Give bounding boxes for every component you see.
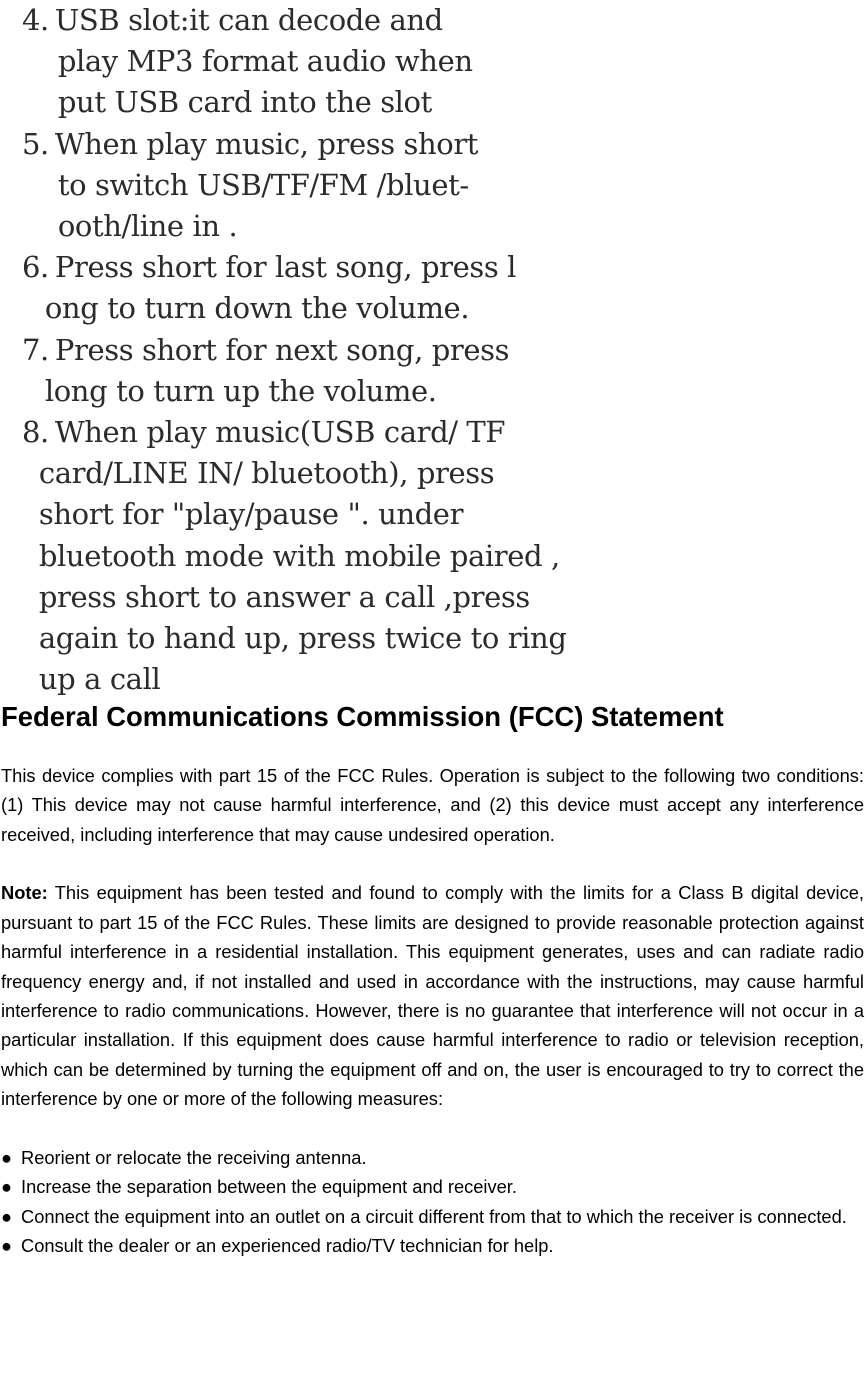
instruction-line: USB slot:it can decode and	[54, 3, 443, 37]
instruction-line: put USB card into the slot	[57, 85, 432, 120]
instruction-line: long to turn up the volume.	[44, 373, 437, 408]
instruction-line: ong to turn down the volume.	[44, 291, 470, 326]
spacer	[1, 849, 864, 878]
measure-text: Increase the separation between the equipment and receiver.	[21, 1176, 517, 1198]
note-label: Note:	[1, 882, 48, 904]
bullet-icon: ●	[1, 1147, 13, 1169]
instruction-item-5	[22, 124, 522, 248]
instruction-line: When play music, press short	[54, 126, 479, 161]
instruction-line: card/LINE IN/ bluetooth), press	[38, 456, 495, 491]
fcc-statement	[1, 702, 864, 1261]
instruction-number: 8.	[22, 415, 49, 450]
instruction-item-6	[22, 247, 522, 329]
instruction-item-7	[22, 330, 522, 412]
instruction-list	[22, 0, 567, 700]
instruction-line: up a call	[38, 662, 161, 697]
instruction-line: to switch USB/TF/FM /bluet-	[57, 167, 469, 202]
instruction-line: When play music(USB card/ TF	[54, 415, 506, 450]
fcc-title: Federal Communications Commission (FCC) Statement	[1, 701, 724, 732]
list-item	[1, 1143, 864, 1172]
bullet-icon: ●	[1, 1205, 13, 1227]
list-item	[1, 1172, 864, 1201]
note-text: This equipment has been tested and found to comply with the limits for a Class B digital device, pursuant to part 15 of the FCC Rules. These limits are designed to provide reasonable protection against harmful interference in a residential installation. This equipment generates, uses and can radiate radio frequency energy and, if not installed and used in accordance with the instructions, may cause harmful interference to radio communications. However, there is no guarantee that interference will not occur in a particular installation. If this equipment does cause harmful interference to radio or television reception, which can be determined by turning the equipment off and on, the user is encouraged to try to correct the interference by one or more of the following measures:	[1, 882, 864, 1110]
measure-text: Connect the equipment into an outlet on a circuit different from that to which the receiver is connected.	[21, 1205, 847, 1227]
measure-text: Reorient or relocate the receiving antenna.	[21, 1147, 367, 1169]
instruction-line: Press short for last song, press l	[54, 250, 517, 285]
list-item	[1, 1202, 864, 1231]
instruction-line: press short to answer a call ,press	[38, 579, 530, 614]
instruction-number: 7.	[22, 332, 49, 367]
bullet-icon: ●	[1, 1235, 13, 1257]
instruction-line: ooth/line in .	[57, 209, 238, 244]
instruction-line: again to hand up, press twice to ring	[38, 621, 567, 656]
instruction-number: 4.	[22, 3, 49, 37]
spacer	[1, 1114, 864, 1143]
instruction-number: 6.	[22, 250, 49, 285]
instruction-item-4	[22, 0, 522, 124]
instruction-line: Press short for next song, press	[54, 332, 510, 367]
instruction-line: short for "play/pause ". under	[38, 497, 464, 532]
list-item	[1, 1231, 864, 1260]
measure-text: Consult the dealer or an experienced radio/TV technician for help.	[21, 1235, 554, 1257]
compliance-paragraph: This device complies with part 15 of the FCC Rules. Operation is subject to the following two conditions: (1) This device may not cause harmful interference, and (2) this device must accept any interference received, including interference that may cause undesired operation.	[1, 764, 864, 845]
note-paragraph	[1, 878, 864, 1113]
spacer	[1, 731, 864, 760]
bullet-icon: ●	[1, 1176, 13, 1198]
instruction-line: play MP3 format audio when	[57, 44, 473, 79]
instruction-item-8	[22, 412, 567, 700]
instruction-line: bluetooth mode with mobile paired ,	[38, 538, 560, 573]
instruction-number: 5.	[22, 126, 49, 161]
measures-list	[1, 1143, 864, 1261]
